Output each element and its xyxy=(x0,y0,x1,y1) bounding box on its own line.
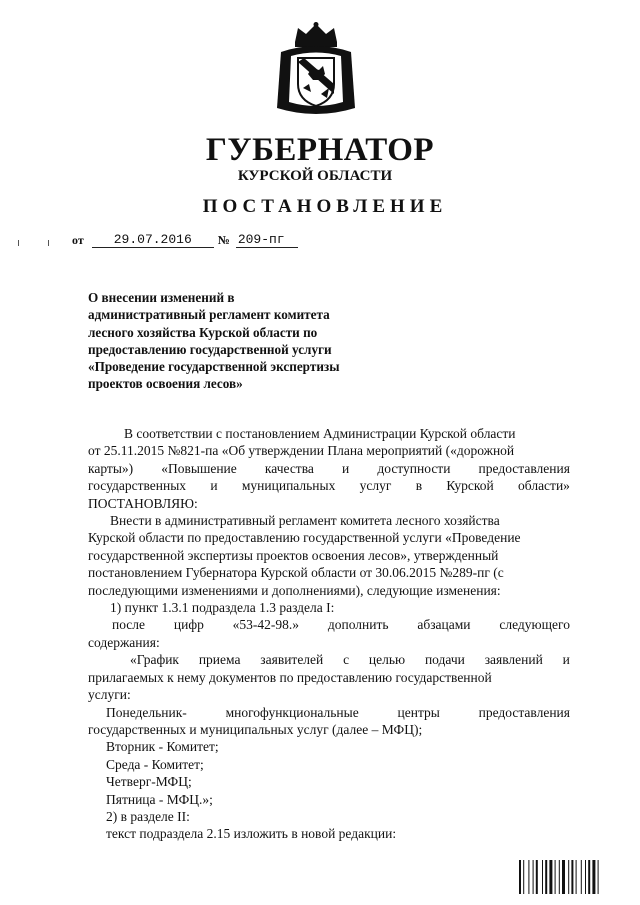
word: государственных xyxy=(88,478,187,494)
barcode-bar xyxy=(528,860,529,894)
word: и xyxy=(562,652,570,668)
body-line: постановлением Губернатора Курской области от 30.06.2015 №289-пг (с xyxy=(88,565,504,581)
barcode-icon xyxy=(519,860,615,894)
amendment-item: 2) в разделе II: xyxy=(106,808,190,824)
region-heading: КУРСКОЙ ОБЛАСТИ xyxy=(237,168,393,184)
word: приема xyxy=(198,652,241,668)
word: заявлений xyxy=(484,652,543,668)
body-line: государственной экспертизы проектов освоения лесов», утвержденный xyxy=(88,547,499,563)
subject-line: лесного хозяйства Курской области по xyxy=(88,324,318,340)
word: области» xyxy=(518,478,570,494)
word: в xyxy=(415,478,423,494)
barcode-bar xyxy=(533,860,534,894)
number-label: № xyxy=(217,233,230,247)
barcode-bar xyxy=(571,860,573,894)
word: предоставления xyxy=(478,704,570,720)
barcode-bar xyxy=(545,860,547,894)
body-line: услуги: xyxy=(88,687,131,703)
resolution-word: ПОСТАНОВЛЯЮ: xyxy=(88,495,198,511)
barcode-bar xyxy=(592,860,595,894)
word: Понедельник- xyxy=(106,704,187,720)
schedule-line: Среда - Комитет; xyxy=(106,756,204,772)
word: заявителей xyxy=(260,652,324,668)
decree-date: 29.07.2016 xyxy=(92,232,214,248)
word: дополнить xyxy=(327,617,389,633)
word: «53-42-98.» xyxy=(232,617,300,633)
body-line: содержания: xyxy=(88,634,160,650)
coat-of-arms-icon xyxy=(273,22,359,120)
barcode-bar xyxy=(576,860,577,894)
subject-line: предоставлению государственной услуги xyxy=(88,341,332,357)
governor-heading: ГУБЕРНАТОР xyxy=(205,132,435,168)
barcode-bar xyxy=(549,860,552,894)
word: цифр xyxy=(173,617,204,633)
amendment-item: 1) пункт 1.3.1 подраздела 1.3 раздела I: xyxy=(110,600,335,616)
date-label: от xyxy=(72,233,84,247)
word: и xyxy=(342,460,350,476)
word: и xyxy=(210,478,218,494)
barcode-bar xyxy=(519,860,521,894)
body-line-justified xyxy=(88,616,570,633)
body-line: Внести в административный регламент комитета лесного хозяйства xyxy=(110,513,500,529)
barcode-bar xyxy=(559,860,560,894)
word: подачи xyxy=(424,652,465,668)
word: абзацами xyxy=(417,617,471,633)
body-line: Курской области по предоставлению государственной услуги «Проведение xyxy=(88,530,521,546)
barcode-bar xyxy=(588,860,590,894)
subject-line: О внесении изменений в xyxy=(88,290,235,305)
word: качества xyxy=(264,460,314,476)
subject-line: проектов освоения лесов» xyxy=(88,376,243,392)
margin-tick xyxy=(18,240,19,246)
body-line: В соответствии с постановлением Администрации Курской области xyxy=(124,426,516,441)
barcode-bar xyxy=(581,860,582,894)
barcode-bar xyxy=(542,860,543,894)
decree-body xyxy=(88,425,570,843)
word: с xyxy=(343,652,350,668)
body-line-justified xyxy=(88,460,570,477)
decree-number: 209-пг xyxy=(236,232,298,248)
body-line: государственных и муниципальных услуг (далее – МФЦ); xyxy=(88,721,423,737)
date-number-line xyxy=(72,232,298,248)
schedule-line: Четверг-МФЦ; xyxy=(106,774,192,790)
subject-line: «Проведение государственной экспертизы xyxy=(88,359,340,375)
barcode-bar xyxy=(555,860,556,894)
word: услуг xyxy=(359,478,392,494)
body-line-justified xyxy=(88,651,570,668)
schedule-line: Вторник - Комитет; xyxy=(106,739,219,755)
word: многофункциональные xyxy=(225,704,359,720)
word: Курской xyxy=(446,478,494,494)
margin-tick xyxy=(48,240,49,246)
word: после xyxy=(112,617,146,633)
word: следующего xyxy=(499,617,570,633)
barcode-bar xyxy=(523,860,524,894)
barcode-bar xyxy=(536,860,538,894)
body-line-justified xyxy=(88,704,570,721)
barcode-bar xyxy=(568,860,569,894)
word: муниципальных xyxy=(241,478,336,494)
subject-line: административный регламент комитета xyxy=(88,307,330,323)
body-line-justified xyxy=(88,477,570,494)
body-line: текст подраздела 2.15 изложить в новой редакции: xyxy=(106,826,397,842)
word: карты») xyxy=(88,460,134,476)
word: центры xyxy=(397,704,440,720)
body-line: последующими изменениями и дополнениями), следующие изменения: xyxy=(88,582,501,598)
body-line: от 25.11.2015 №821-па «Об утверждении Плана мероприятий («дорожной xyxy=(88,443,515,459)
word: предоставления xyxy=(478,460,570,476)
barcode-bar xyxy=(562,860,565,894)
word: доступности xyxy=(377,460,451,476)
word: целью xyxy=(368,652,406,668)
schedule-line: Пятница - МФЦ.»; xyxy=(106,791,213,807)
decree-subject xyxy=(88,289,408,393)
decree-heading: ПОСТАНОВЛЕНИЕ xyxy=(202,196,448,217)
word: «График xyxy=(130,652,179,668)
barcode-bar xyxy=(598,860,599,894)
body-line: прилагаемых к нему документов по предоставлению государственной xyxy=(88,669,492,685)
barcode-bar xyxy=(585,860,586,894)
word: «Повышение xyxy=(161,460,237,476)
